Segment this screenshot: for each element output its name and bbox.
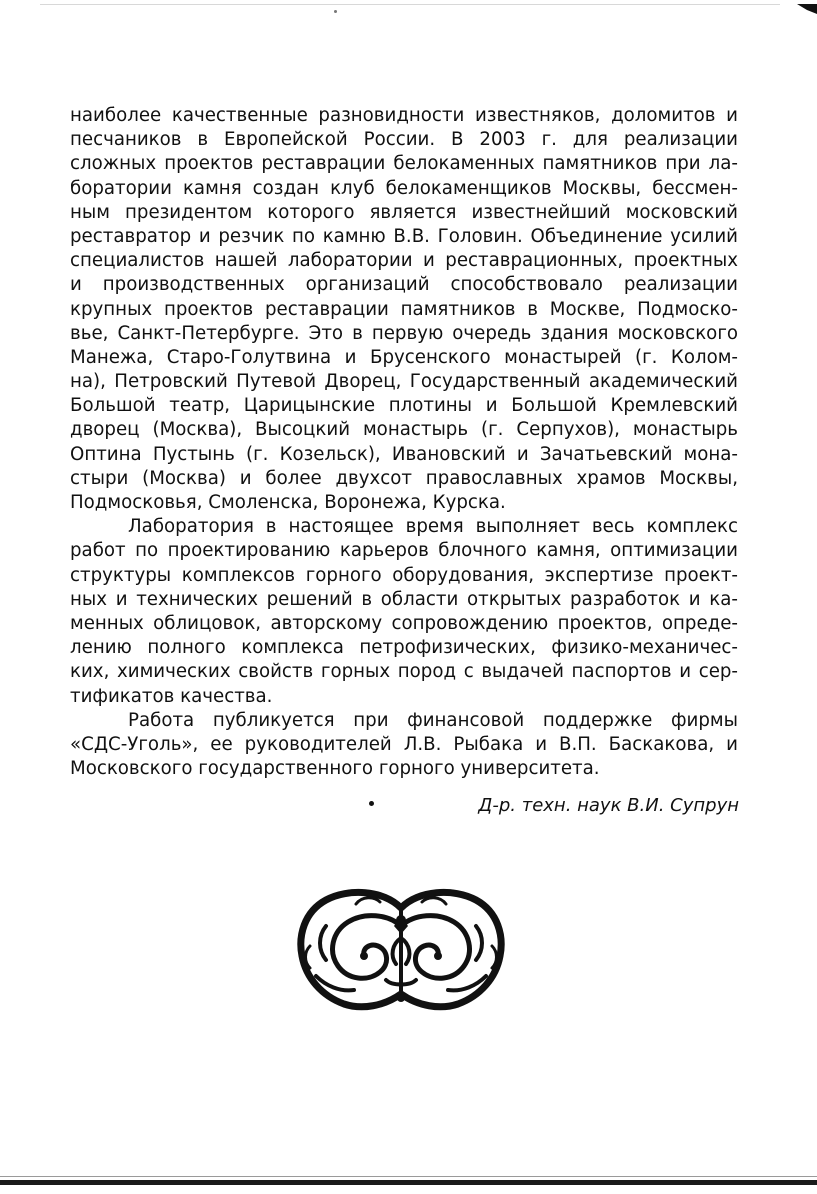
text-line: ных и технических решений в области открытых разработок и ка- [70, 588, 738, 610]
text-line: Манежа, Старо-Голутвина и Брусенского монастырей (г. Колом- [70, 346, 738, 368]
text-line: Работа публикуется при финансовой поддержке фирмы [128, 709, 738, 731]
text-line: песчаников в Европейской России. В 2003 г. для реализации [70, 129, 738, 151]
text-line: стыри (Москва) и более двухсот православных храмов Москвы, [70, 467, 738, 489]
text-line: боратории камня создан клуб белокаменщиков Москвы, бессмен- [70, 177, 738, 199]
scan-bottom-edge-thin [0, 1176, 817, 1177]
text-line: Оптина Пустынь (г. Козельск), Ивановский и Зачатьевский мона- [70, 443, 738, 465]
author-signature: Д-р. техн. наук В.И. Супрун [478, 795, 739, 816]
scan-speck [334, 10, 337, 13]
text-line: наиболее качественные разновидности известняков, доломитов и [70, 105, 738, 126]
decorative-vignette-icon [296, 886, 506, 1016]
text-line: Большой театр, Царицынские плотины и Большой Кремлевский [70, 395, 738, 417]
scan-corner-mark [795, 0, 817, 18]
text-line: и производственных организаций способствовало реализации [70, 274, 738, 296]
text-line: дворец (Москва), Высоцкий монастырь (г. Серпухов), монастырь [70, 419, 738, 441]
text-line: крупных проектов реставрации памятников в Москве, Подмоско- [70, 298, 738, 320]
text-line: Московского государственного горного университета. [70, 758, 600, 780]
text-line: реставратор и резчик по камню В.В. Головин. Объединение усилий [70, 225, 738, 247]
text-line: «СДС-Уголь», ее руководителей Л.В. Рыбака и В.П. Баскакова, и [70, 733, 738, 755]
scan-top-edge [40, 4, 780, 5]
text-line: Лаборатория в настоящее время выполняет весь комплекс [128, 516, 738, 538]
text-line: ным президентом которого является известнейший московский [70, 201, 738, 223]
text-line: сложных проектов реставрации белокаменных памятников при ла- [70, 153, 738, 175]
ink-speck [369, 801, 374, 806]
text-line: ких, химических свойств горных пород с выдачей паспортов и сер- [70, 661, 738, 683]
text-line: Подмосковья, Смоленска, Воронежа, Курска. [70, 492, 506, 513]
text-line: менных облицовок, авторскому сопровождению проектов, опреде- [70, 612, 738, 634]
text-line: на), Петровский Путевой Дворец, Государственный академический [70, 371, 738, 393]
scan-bottom-edge [0, 1180, 817, 1185]
text-line: лению полного комплекса петрофизических, физико-механичес- [70, 637, 738, 659]
text-line: работ по проектированию карьеров блочного камня, оптимизации [70, 540, 738, 562]
text-line: тификатов качества. [70, 685, 273, 707]
text-line: специалистов нашей лаборатории и реставрационных, проектных [70, 250, 738, 272]
text-line: вье, Санкт-Петербурге. Это в первую очередь здания московского [70, 322, 738, 344]
text-line: структуры комплексов горного оборудования, экспертизе проект- [70, 564, 738, 586]
body-text [70, 104, 738, 781]
